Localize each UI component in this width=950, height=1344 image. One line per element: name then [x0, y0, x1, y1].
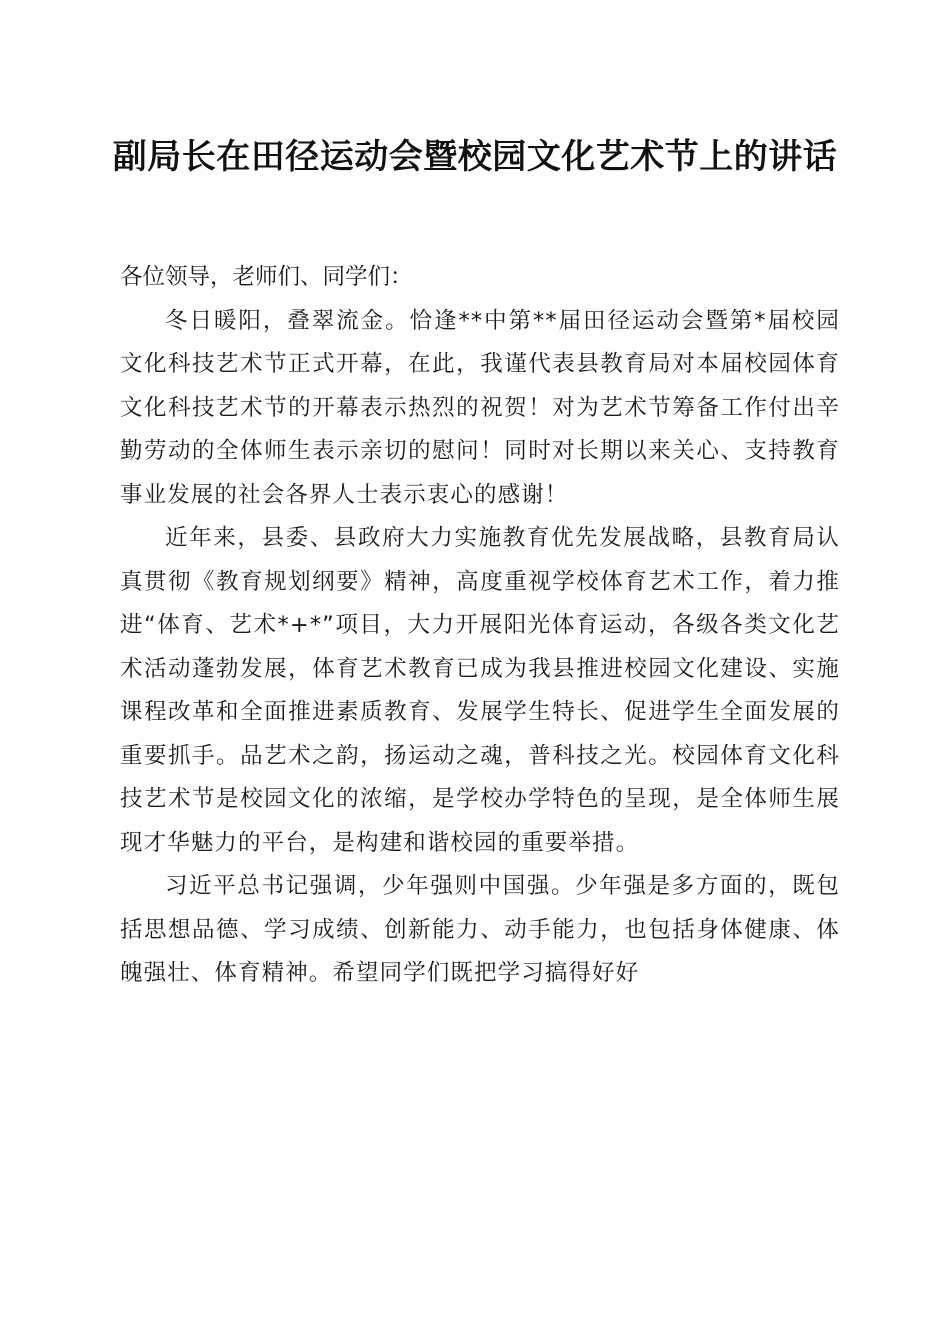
paragraph-2: 近年来，县委、县政府大力实施教育优先发展战略，县教育局认真贯彻《教育规划纲要》精神，高度重视学校体育艺术工作，着力推进“体育、艺术*+*”项目，大力开展阳光体育运动，各级各类文化艺术活动蓬勃发展，体育艺术教育已成为我县推进校园文化建设、实施课程改革和全面推进素质教育、发展学生特长、促进学生全面发展的重要抓手。品艺术之韵，扬运动之魂，普科技之光。校园体育文化科技艺术节是校园文化的浓缩，是学校办学特色的呈现，是全体师生展现才华魅力的平台，是构建和谐校园的重要举措。	[120, 525, 840, 856]
document-title: 副局长在田径运动会暨校园文化艺术节上的讲话	[112, 137, 838, 177]
paragraph-3: 习近平总书记强调，少年强则中国强。少年强是多方面的，既包括思想品德、学习成绩、创新能力、动手能力，也包括身体健康、体魄强壮、体育精神。希望同学们既把学习搞得好好	[120, 873, 840, 986]
document-body	[120, 256, 840, 996]
paragraph-1: 冬日暖阳，叠翠流金。恰逢**中第**届田径运动会暨第*届校园文化科技艺术节正式开幕，在此，我谨代表县教育局对本届校园体育文化科技艺术节的开幕表示热烈的祝贺！对为艺术节筹备工作付出辛勤劳动的全体师生表示亲切的慰问！同时对长期以来关心、支持教育事业发展的社会各界人士表示衷心的感谢！	[120, 307, 840, 508]
salutation: 各位领导，老师们、同学们：	[120, 264, 413, 290]
